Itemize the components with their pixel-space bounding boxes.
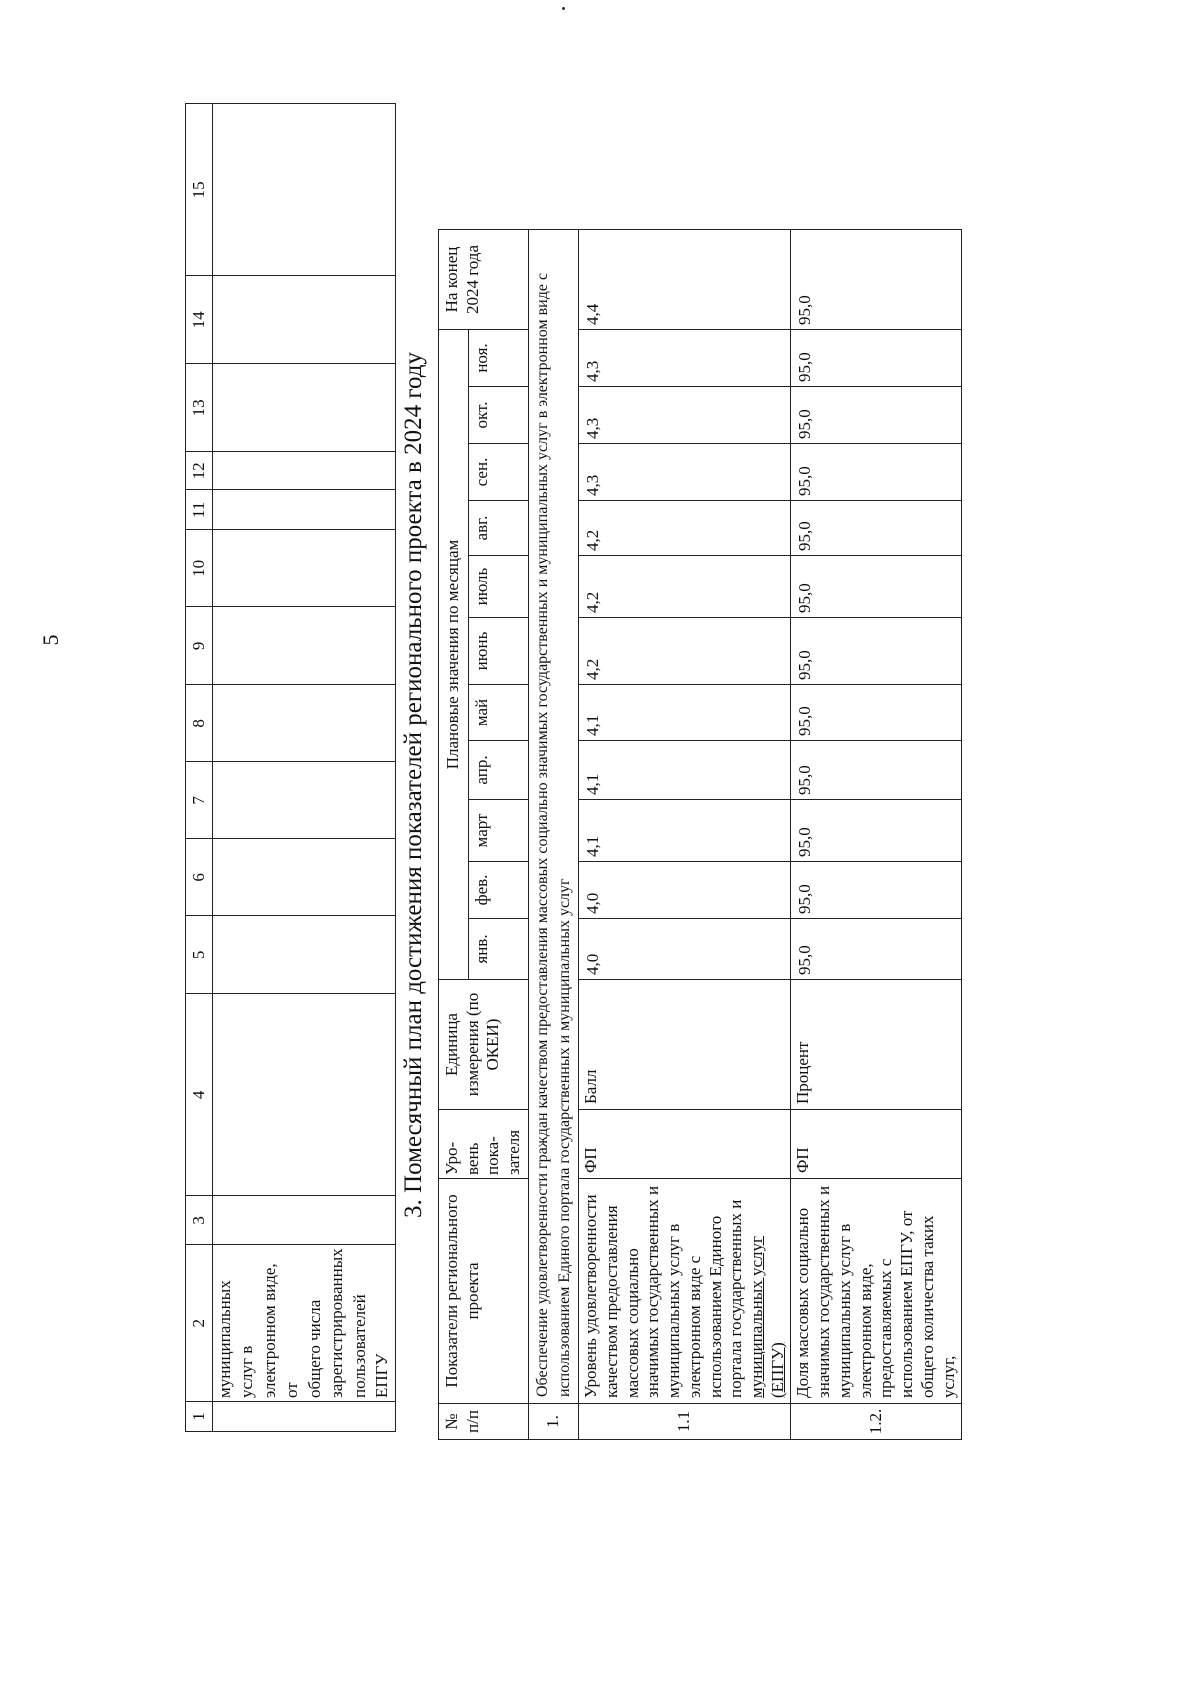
indicator-name-cell — [791, 1179, 962, 1404]
month-header: март — [468, 800, 528, 862]
table-row — [579, 230, 791, 1440]
month-header: янв. — [468, 919, 528, 980]
table-cell — [213, 839, 396, 916]
table-cell — [213, 1196, 396, 1245]
column-header: 10 — [186, 530, 213, 607]
level-cell: ФП — [791, 1110, 962, 1179]
end-of-year-value: 95,0 — [791, 230, 962, 330]
month-header: авг. — [468, 501, 528, 556]
month-value: 95,0 — [791, 501, 962, 556]
column-header: 12 — [186, 452, 213, 490]
column-header: 11 — [186, 490, 213, 530]
section-title: 3. Помесячный план достижения показателей регионального проекта в 2024 году — [400, 352, 427, 1218]
column-header: 13 — [186, 364, 213, 452]
monthly-plan-table — [438, 229, 962, 1440]
month-header: июль — [468, 556, 528, 618]
row-number: 1.1 — [579, 1404, 791, 1440]
table-cell — [213, 530, 396, 607]
month-header: сен. — [468, 444, 528, 501]
header-planned-values: Плановые значения по месяцам — [439, 330, 469, 980]
indicator-text: Доля массовых социально значимых государственных и муниципальных услуг в электронном виде, предоставляемых с использованием ЕПГУ, от общего количества таких услуг, — [793, 1185, 958, 1398]
month-value: 95,0 — [791, 919, 962, 980]
end-of-year-value: 4,4 — [579, 230, 791, 330]
cell-text-line: электронном виде, от — [259, 1263, 302, 1398]
header-level: Уро-вень пока-зателя — [439, 1110, 529, 1179]
table-cell — [213, 1402, 396, 1432]
month-value: 95,0 — [791, 444, 962, 501]
cell-text-line: зарегистрированных — [327, 1248, 347, 1398]
table-cell — [213, 490, 396, 530]
month-value: 4,3 — [579, 330, 791, 387]
month-value: 4,0 — [579, 862, 791, 919]
goal-row — [528, 230, 578, 1440]
month-value: 4,1 — [579, 685, 791, 741]
table-cell — [213, 607, 396, 685]
column-header: 15 — [186, 104, 213, 276]
table-cell — [213, 685, 396, 762]
column-header: 3 — [186, 1196, 213, 1245]
scan-speck — [562, 7, 565, 10]
month-value: 4,3 — [579, 444, 791, 501]
month-header: фев. — [468, 862, 528, 919]
header-number: № п/п — [439, 1404, 529, 1440]
column-header: 9 — [186, 607, 213, 685]
continuation-table — [185, 103, 396, 1432]
month-value: 95,0 — [791, 330, 962, 387]
column-header: 14 — [186, 276, 213, 364]
table-cell — [213, 364, 396, 452]
month-value: 4,1 — [579, 800, 791, 862]
table-row — [213, 104, 396, 1432]
month-header: ноя. — [468, 330, 528, 387]
table-cell — [213, 994, 396, 1196]
header-unit: Единица измерения (по ОКЕИ) — [439, 980, 529, 1110]
month-value: 95,0 — [791, 387, 962, 444]
column-header: 6 — [186, 839, 213, 916]
indicator-text: Уровень удовлетворенности качеством предоставления массовых социально значимых государственных и муниципальных услуг в электронном виде с использованием Единого портала государственных и — [581, 1185, 746, 1398]
goal-number: 1. — [528, 1404, 578, 1440]
month-value: 95,0 — [791, 556, 962, 618]
column-header: 4 — [186, 994, 213, 1196]
month-value: 4,1 — [579, 741, 791, 800]
month-value: 4,2 — [579, 556, 791, 618]
cell-text-line: муниципальных услуг в — [215, 1280, 257, 1398]
table-cell — [213, 452, 396, 490]
header-indicator: Показатели регионального проекта — [439, 1179, 529, 1404]
month-value: 4,3 — [579, 387, 791, 444]
month-value: 95,0 — [791, 618, 962, 685]
table-cell — [213, 276, 396, 364]
table-row — [791, 230, 962, 1440]
month-header: май — [468, 685, 528, 741]
month-value: 95,0 — [791, 741, 962, 800]
table-cell — [213, 104, 396, 276]
page-number: 5 — [38, 634, 63, 646]
continuation-header-row — [186, 104, 213, 1432]
indicator-name-cell — [213, 1245, 396, 1402]
cell-text-line: пользователей ЕПГУ — [349, 1294, 392, 1398]
column-header: 8 — [186, 685, 213, 762]
header-end-of-year: На конец 2024 года — [439, 230, 529, 330]
table-cell — [213, 916, 396, 994]
month-value: 4,2 — [579, 618, 791, 685]
row-number: 1.2. — [791, 1404, 962, 1440]
level-cell: ФП — [579, 1110, 791, 1179]
month-value: 95,0 — [791, 862, 962, 919]
month-value: 95,0 — [791, 800, 962, 862]
table-cell — [213, 762, 396, 839]
month-header: апр. — [468, 741, 528, 800]
unit-cell: Балл — [579, 980, 791, 1110]
column-header: 5 — [186, 916, 213, 994]
header-row — [439, 230, 469, 1440]
unit-cell: Процент — [791, 980, 962, 1110]
cell-text-line: общего числа — [304, 1299, 324, 1398]
month-value: 4,0 — [579, 919, 791, 980]
month-header: окт. — [468, 387, 528, 444]
month-header: июнь — [468, 618, 528, 685]
month-value: 4,2 — [579, 501, 791, 556]
column-header: 2 — [186, 1245, 213, 1402]
indicator-text-underlined: муниципальных услуг (ЕПГУ) — [747, 1236, 787, 1398]
indicator-name-cell — [579, 1179, 791, 1404]
goal-text: Обеспечение удовлетворенности граждан качеством предоставления массовых социально значимых государственных и муниципальных услуг в электронном виде с использованием Единого портала государственных и муниципальных услуг — [528, 230, 578, 1404]
month-value: 95,0 — [791, 685, 962, 741]
column-header: 7 — [186, 762, 213, 839]
column-header: 1 — [186, 1402, 213, 1432]
